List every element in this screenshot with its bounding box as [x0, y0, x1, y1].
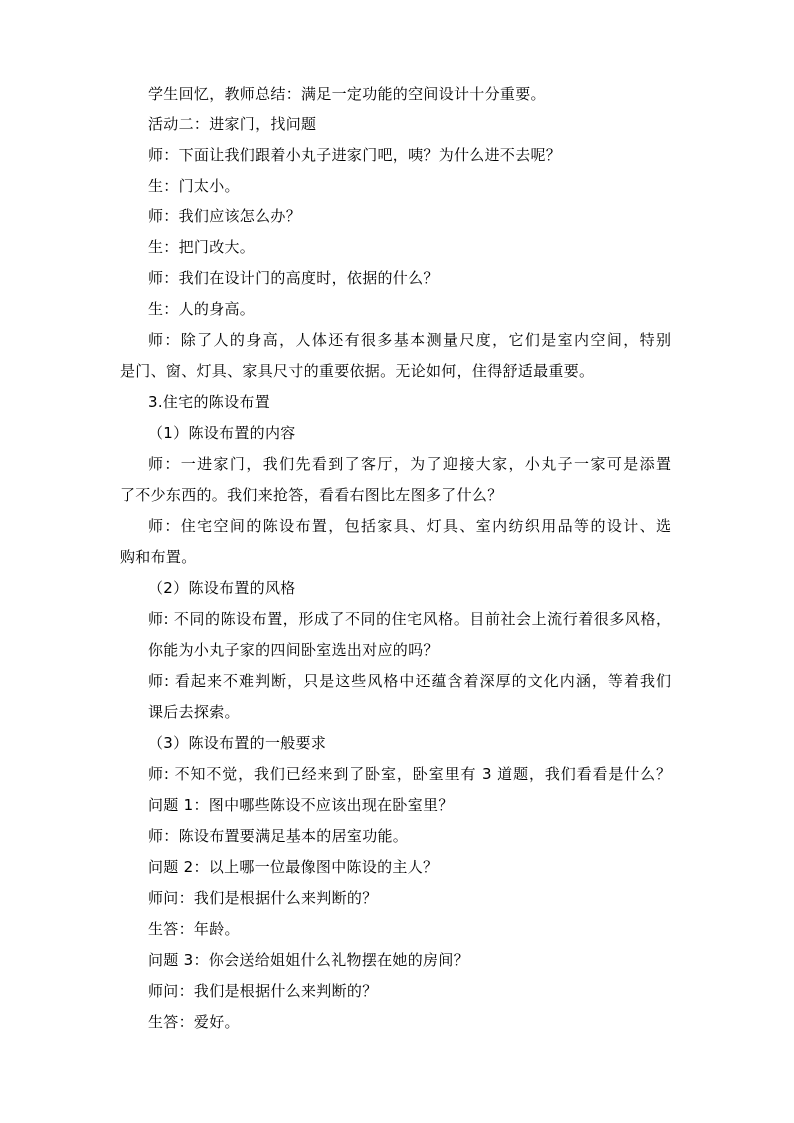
text-line-18: 师: 不同的陈设布置，形成了不同的住宅风格。目前社会上流行着很多风格， — [148, 610, 671, 628]
text-line-3: 师：下面让我们跟着小丸子进家门吧，咦？为什么进不去呢？ — [148, 146, 562, 164]
text-line-26: 问题 2：以上哪一位最像图中陈设的主人？ — [148, 858, 439, 876]
text-line-21: 课后去探索。 — [148, 703, 240, 721]
text-line-9: 师：除了人的身高，人体还有很多基本测量尺度，它们是室内空间，特别 — [148, 331, 671, 349]
text-line-4: 生：门太小。 — [148, 177, 240, 195]
section-heading-3: 3.住宅的陈设布置 — [148, 393, 271, 411]
text-line-24: 问题 1：图中哪些陈设不应该出现在卧室里？ — [148, 796, 454, 814]
text-line-19: 你能为小丸子家的四间卧室选出对应的吗？ — [148, 641, 439, 659]
text-line-23: 师: 不知不觉，我们已经来到了卧室，卧室里有 3 道题，我们看看是什么？ — [148, 765, 671, 783]
text-line-13: 师：一进家门，我们先看到了客厅，为了迎接大家，小丸子一家可是添置 — [148, 455, 671, 473]
text-line-25: 师：陈设布置要满足基本的居室功能。 — [148, 827, 409, 845]
subheading-3: （3）陈设布置的一般要求 — [148, 734, 327, 752]
text-line-28: 生答：年龄。 — [148, 920, 240, 938]
subheading-2: （2）陈设布置的风格 — [148, 579, 296, 597]
text-line-27: 师问：我们是根据什么来判断的？ — [148, 889, 378, 907]
text-line-7: 师：我们在设计门的高度时，依据的什么？ — [148, 269, 439, 287]
text-line-29: 问题 3：你会送给姐姐什么礼物摆在她的房间？ — [148, 951, 469, 969]
text-line-30: 师问：我们是根据什么来判断的？ — [148, 982, 378, 1000]
text-line-2: 活动二：进家门，找问题 — [148, 115, 317, 133]
text-line-14: 了不少东西的。我们来抢答，看看右图比左图多了什么？ — [120, 486, 503, 504]
subheading-1: （1）陈设布置的内容 — [148, 424, 296, 442]
text-line-10: 是门、窗、灯具、家具尺寸的重要依据。无论如何，住得舒适最重要。 — [120, 362, 595, 380]
text-line-31: 生答：爱好。 — [148, 1013, 240, 1031]
text-line-1: 学生回忆，教师总结：满足一定功能的空间设计十分重要。 — [148, 85, 546, 103]
text-line-16: 购和布置。 — [120, 548, 197, 566]
text-line-6: 生：把门改大。 — [148, 238, 256, 256]
text-line-8: 生：人的身高。 — [148, 300, 256, 318]
text-line-20: 师: 看起来不难判断，只是这些风格中还蕴含着深厚的文化内涵，等着我们 — [148, 672, 671, 690]
text-line-15: 师：住宅空间的陈设布置，包括家具、灯具、室内纺织用品等的设计、选 — [148, 517, 671, 535]
text-line-5: 师：我们应该怎么办？ — [148, 207, 302, 225]
